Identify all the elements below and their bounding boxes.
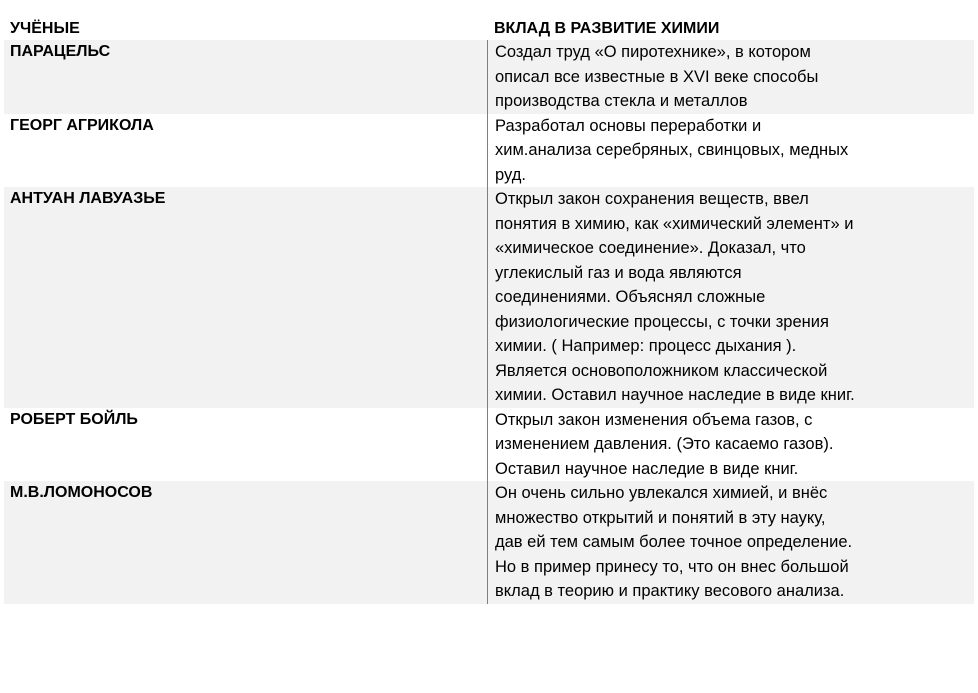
scientist-name: ГЕОРГ АГРИКОЛА [10, 116, 154, 134]
scientists-table [4, 18, 974, 604]
contribution-line: Он очень сильно увлекался химией, и внёс [495, 484, 828, 502]
contribution-cell [487, 40, 974, 114]
contribution-line: химии. Оставил научное наследие в виде книг. [495, 386, 855, 404]
contribution-line: руд. [495, 165, 526, 184]
contribution-line: физиологические процессы, с точки зрения [495, 312, 829, 331]
table-row [4, 187, 974, 408]
table-row [4, 40, 974, 114]
table-row [4, 481, 974, 604]
header-contribution: ВКЛАД В РАЗВИТИЕ ХИМИИ [494, 20, 720, 37]
contribution-line: описал все известные в XVI веке способы [495, 67, 819, 86]
table-row [4, 114, 974, 188]
contribution-cell [487, 408, 974, 482]
contribution-cell [487, 114, 974, 188]
contribution-line: химии. ( Например: процесс дыхания ). [495, 337, 797, 355]
contribution-line: производства стекла и металлов [495, 92, 748, 110]
contribution-line: дав ей тем самым более точное определение. [495, 533, 853, 551]
table-body [4, 40, 974, 604]
scientist-name: М.В.ЛОМОНОСОВ [4, 481, 487, 604]
contribution-line: множество открытий и понятий в эту науку, [495, 508, 826, 527]
contribution-line: углекислый газ и вода являются [495, 263, 742, 282]
header-scientists: УЧЁНЫЕ [10, 20, 80, 37]
contribution-line: понятия в химию, как «химический элемент» и [495, 214, 854, 233]
contribution-cell [487, 187, 974, 408]
contribution-line: «химическое соединение». Доказал, что [495, 239, 806, 257]
contribution-line: Открыл закон сохранения веществ, ввел [495, 190, 809, 208]
scientist-name: РОБЕРТ БОЙЛЬ [10, 410, 138, 428]
scientist-name: АНТУАН ЛАВУАЗЬЕ [4, 187, 487, 408]
contribution-line: Является основоположником классической [495, 361, 828, 380]
contribution-line: хим.анализа серебряных, свинцовых, медных [495, 141, 849, 159]
scientist-name: ПАРАЦЕЛЬС [4, 40, 487, 114]
contribution-line: вклад в теорию и практику весового анализа. [495, 582, 845, 600]
contribution-line: Оставил научное наследие в виде книг. [495, 459, 799, 478]
contribution-line: Открыл закон изменения объема газов, с [495, 410, 813, 429]
contribution-line: Создал труд «О пиротехнике», в котором [495, 43, 811, 61]
table-row [4, 408, 974, 482]
contribution-line: соединениями. Объяснял сложные [495, 288, 766, 306]
contribution-line: Разработал основы переработки и [495, 116, 762, 135]
table-header-row [4, 18, 974, 40]
contribution-line: изменением давления. (Это касаемо газов). [495, 435, 834, 453]
contribution-cell [487, 481, 974, 604]
contribution-line: Но в пример принесу то, что он внес большой [495, 557, 849, 576]
